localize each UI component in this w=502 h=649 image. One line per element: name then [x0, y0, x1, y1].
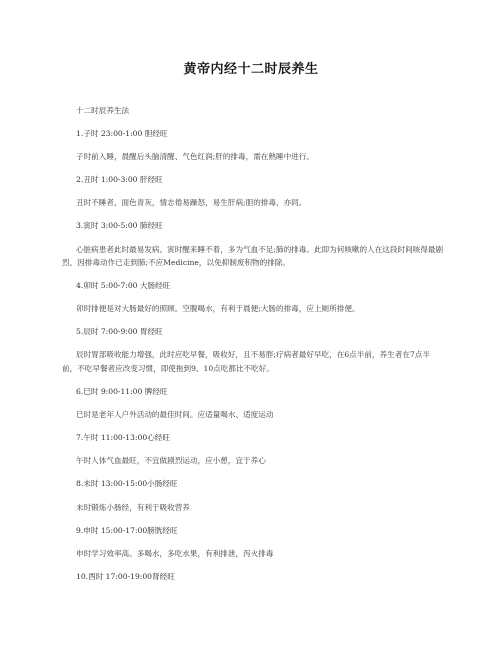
period-text-wu: 午时人体气血最旺，不宜做剧烈运动，应小憩，宜于养心 — [76, 456, 266, 466]
document-body — [62, 104, 444, 593]
period-text-chen: 辰时胃部吸收能力增强，此时应吃早餐，吸收好，且不易胖;疗病者最好早吃，在6点半前，养生者在7点半前，不吃早餐者应改变习惯，即使拖到9、10点吃都比不吃好。 — [62, 350, 430, 373]
period-heading-wei: 8.未时 13:00-15:00小肠经旺 — [76, 479, 178, 489]
period-heading-mao: 4.卯时 5:00-7:00 大肠经旺 — [76, 281, 171, 291]
period-text-yin: 心脏病患者此时最易发病。寅时醒来睡不着，多为气血不足;肺的排毒。此即为何咳嗽的人在这段时间咳得最剧烈，因排毒动作已走到肺;不应Medicine，以免抑制废积物的排除。 — [62, 244, 444, 268]
period-text-chou: 丑时不睡者，面色青灰，情志倦易躁怒，易生肝病;胆的排毒，亦同。 — [76, 198, 307, 208]
document-title: 黄帝内经十二时辰养生 — [183, 62, 319, 77]
period-text-wei: 未时锻炼小肠经，有利于吸收营养 — [76, 502, 190, 512]
period-heading-chou: 2.丑时 1:00-3:00 肝经旺 — [76, 175, 163, 185]
period-text-si: 巳时是老年人户外活动的最佳时间。应适量喝水、适度运动 — [76, 410, 274, 420]
period-text-zi: 子时前入睡，晨醒后头脑清醒、气色红润;肝的排毒，需在熟睡中进行。 — [76, 152, 314, 162]
period-heading-si: 6.巳时 9:00-11:00 脾经旺 — [76, 387, 168, 397]
period-heading-wu: 7.午时 11:00-13:00心经旺 — [76, 433, 170, 443]
period-heading-zi: 1.子时 23:00-1:00 胆经旺 — [76, 129, 168, 139]
period-heading-chen: 5.辰时 7:00-9:00 胃经旺 — [76, 327, 163, 337]
period-text-shen: 申时学习效率高。多喝水，多吃水果，有利排泄，泻火排毒 — [76, 548, 274, 558]
section-heading: 十二时辰养生法 — [76, 106, 130, 115]
period-heading-shen: 9.申时 15:00-17:00膀胱经旺 — [76, 525, 178, 535]
period-heading-you: 10.酉时 17:00-19:00肾经旺 — [76, 571, 175, 581]
period-text-mao: 卯时排便是对大肠最好的照顾。空腹喝水，有利于晨便;大肠的排毒，应上厕所排便。 — [76, 304, 360, 314]
period-heading-yin: 3.寅时 3:00-5:00 肺经旺 — [76, 221, 163, 231]
